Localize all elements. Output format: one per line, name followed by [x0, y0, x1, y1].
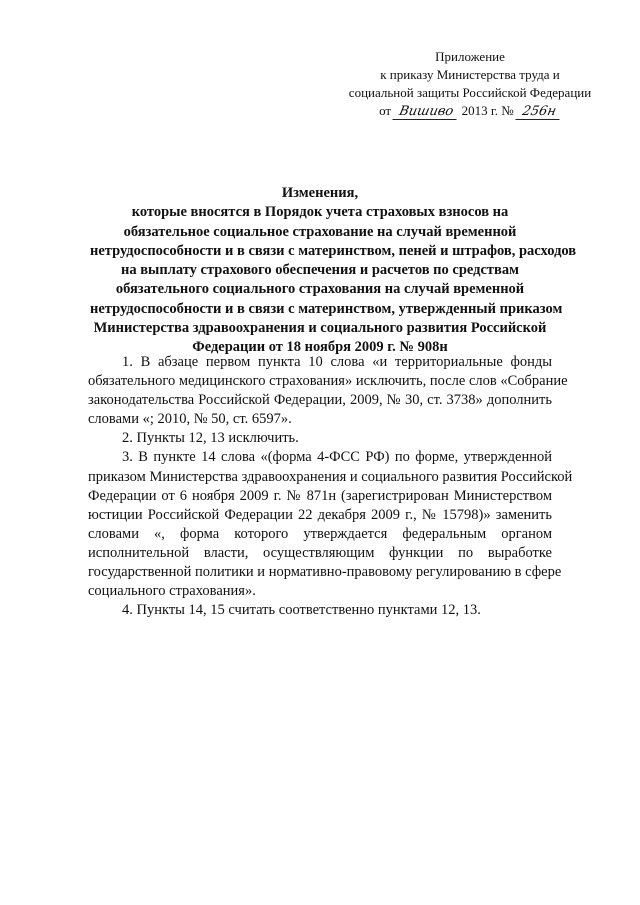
title-line: Изменения,: [281, 185, 359, 201]
body-line: словами «, форма которого утверждается федеральным органом: [88, 525, 552, 542]
body-line: государственной политики и нормативно-правовому регулированию в сфере: [88, 564, 562, 581]
body-line: социального страхования».: [88, 583, 256, 600]
body-line: 4. Пункты 14, 15 считать соответственно пунктами 12, 13.: [122, 602, 481, 619]
appendix-label: Приложение: [435, 49, 505, 64]
title-line: нетрудоспособности и в связи с материнством, пеней и штрафов, расходов: [90, 242, 577, 259]
handwritten-order-number: 256н: [515, 105, 562, 120]
year-number-label: 2013 г. №: [461, 103, 514, 118]
body-line: законодательства Российской Федерации, 2009, № 30, ст. 3738» дополнить: [88, 392, 552, 409]
handwritten-date: Вишиво: [393, 105, 460, 120]
title-line: Федерации от 18 ноября 2009 г. № 908н: [192, 339, 448, 356]
title-line: обязательного социального страхования на случай временной: [115, 281, 525, 298]
title-line: обязательное социальное страхование на случай временной: [123, 223, 517, 240]
body-line: юстиции Российской Федерации 22 декабря 2009 г., № 15798)» заменить: [88, 506, 552, 523]
title-line: на выплату страхового обеспечения и расчетов по средствам: [121, 262, 519, 279]
body-line: исполнительной власти, осуществляющим функции по выработке: [88, 544, 552, 561]
body-line: 1. В абзаце первом пункта 10 слова «и территориальные фонды: [122, 354, 552, 370]
body-line: 2. Пункты 12, 13 исключить.: [122, 430, 299, 447]
document-title: [90, 184, 577, 358]
date-prefix: от: [379, 103, 392, 118]
body-line: Федерации от 6 ноября 2009 г. № 871н (зарегистрирован Министерством: [88, 487, 552, 504]
title-line: Министерства здравоохранения и социального развития Российской: [93, 320, 547, 337]
appendix-date-line: [340, 102, 600, 120]
body-line: словами «; 2010, № 50, ст. 6597».: [88, 411, 292, 428]
body-line: приказом Министерства здравоохранения и социального развития Российской: [88, 468, 573, 485]
document-body: [88, 353, 573, 620]
title-line: которые вносятся в Порядок учета страховых взносов на: [131, 204, 509, 221]
body-line: обязательного медицинского страхования» исключить, после слов «Собрание: [88, 373, 568, 390]
appendix-header: [340, 48, 600, 120]
title-line: нетрудоспособности и в связи с материнством, утвержденный приказом: [90, 300, 563, 317]
body-line: 3. В пункте 14 слова «(форма 4-ФСС РФ) по форме, утвержденной: [122, 449, 552, 466]
appendix-ministry: социальной защиты Российской Федерации: [348, 85, 592, 100]
appendix-order-ref: к приказу Министерства труда и: [380, 67, 560, 82]
